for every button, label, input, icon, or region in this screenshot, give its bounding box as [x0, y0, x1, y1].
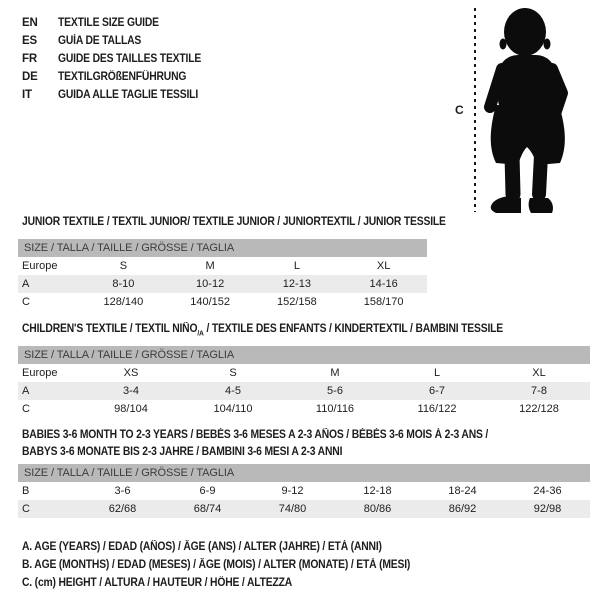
- table-cell: 8-10: [112, 278, 135, 290]
- table-cell: XL: [376, 260, 391, 272]
- table-cell: 152/158: [276, 296, 317, 308]
- table-cell: 6-7: [429, 385, 445, 397]
- note-age-months: B. AGE (MONTHS) / EDAD (MESES) / ÂGE (MOIS) / ALTER (MONATE) / ETÀ (MESI): [22, 559, 411, 571]
- table-cell: 74/80: [278, 503, 307, 515]
- height-measure-dashed-line: [474, 8, 476, 212]
- table-cell: S: [229, 367, 237, 379]
- language-row: [22, 50, 217, 68]
- babies-title-line2: BABYS 3-6 MONATE BIS 2-3 JAHRE / BAMBINI 3-6 MESI A 2-3 ANNI: [22, 446, 343, 458]
- table-row: [18, 364, 590, 382]
- table-cell: 122/128: [519, 403, 559, 415]
- toddler-silhouette-image: [482, 5, 592, 222]
- table-cell: 12-18: [363, 485, 392, 497]
- table-cell: 4-5: [225, 385, 241, 397]
- table-cell: 10-12: [196, 278, 225, 290]
- table-cell: L: [433, 367, 441, 379]
- table-cell: 7-8: [531, 385, 547, 397]
- table-cell: S: [119, 260, 128, 272]
- junior-size-table: [18, 239, 427, 311]
- size-header-bar: SIZE / TALLA / TAILLE / GRÖSSE / TAGLIA: [18, 464, 590, 482]
- junior-section-title: JUNIOR TEXTILE / TEXTIL JUNIOR/ TEXTILE JUNIOR / JUNIORTEXTIL / JUNIOR TESSILE: [22, 216, 446, 228]
- note-age-years: A. AGE (YEARS) / EDAD (AÑOS) / ÂGE (ANS) / ALTER (JAHRE) / ETÀ (ANNI): [22, 541, 382, 553]
- language-code: EN: [22, 17, 38, 29]
- guide-title: TEXTILE SIZE GUIDE: [58, 17, 159, 29]
- table-cell: 6-9: [199, 485, 216, 497]
- row-label: A: [22, 278, 30, 290]
- table-cell: 80/86: [363, 503, 392, 515]
- language-code: ES: [22, 35, 37, 47]
- table-row: [18, 257, 427, 275]
- table-cell: 158/170: [363, 296, 404, 308]
- table-cell: 98/104: [114, 403, 148, 415]
- guide-title: GUÍA DE TALLAS: [58, 35, 142, 47]
- note-height-cm: C. (cm) HEIGHT / ALTURA / HAUTEUR / HÖHE / ALTEZZA: [22, 577, 293, 589]
- table-row: [18, 382, 590, 400]
- table-cell: 104/110: [213, 403, 253, 415]
- language-row: [22, 86, 217, 104]
- table-row: [18, 400, 590, 418]
- row-label: C: [22, 296, 30, 308]
- toddler-silhouette-svg: [482, 5, 592, 217]
- title-subscript: /A: [197, 328, 204, 338]
- table-cell: 3-4: [123, 385, 139, 397]
- language-row: [22, 14, 217, 32]
- table-row: [18, 500, 590, 518]
- row-label: A: [22, 385, 30, 397]
- table-cell: 128/140: [103, 296, 144, 308]
- table-cell: 3-6: [114, 485, 131, 497]
- table-cell: 86/92: [448, 503, 477, 515]
- row-label: Europe: [22, 367, 58, 379]
- language-code: IT: [22, 89, 32, 101]
- row-label: B: [22, 485, 30, 497]
- table-cell: M: [205, 260, 215, 272]
- size-header-bar: SIZE / TALLA / TAILLE / GRÖSSE / TAGLIA: [18, 239, 427, 257]
- language-row: [22, 32, 217, 50]
- table-cell: 14-16: [369, 278, 398, 290]
- table-cell: 110/116: [315, 403, 355, 415]
- table-cell: 18-24: [448, 485, 477, 497]
- table-cell: 5-6: [327, 385, 343, 397]
- babies-section-title: [22, 427, 488, 461]
- babies-title-line1: BABIES 3-6 MONTH TO 2-3 YEARS / BEBÉS 3-6 MESES A 2-3 AÑOS / BÉBÉS 3-6 MOIS À 2-3 ANS /: [22, 429, 489, 441]
- legend-notes: [22, 538, 453, 592]
- language-title-list: [22, 14, 217, 104]
- title-text: CHILDREN'S TEXTILE / TEXTIL NIÑO: [22, 323, 198, 335]
- table-row: [18, 482, 590, 500]
- table-cell: L: [293, 260, 300, 272]
- table-cell: 62/68: [108, 503, 137, 515]
- language-row: [22, 68, 217, 86]
- guide-title: TEXTILGRÖßENFÜHRUNG: [58, 71, 187, 83]
- guide-title: GUIDE DES TAILLES TEXTILE: [58, 53, 202, 65]
- table-row: [18, 293, 427, 311]
- table-cell: 116/122: [417, 403, 457, 415]
- title-text: / TEXTILE DES ENFANTS / KINDERTEXTIL / BAMBINI TESSILE: [203, 323, 504, 335]
- table-cell: XL: [532, 367, 546, 379]
- height-measure-label: C: [455, 103, 464, 117]
- table-cell: 12-13: [282, 278, 311, 290]
- babies-size-table: [18, 464, 590, 518]
- language-code: FR: [22, 53, 37, 65]
- table-cell: 68/74: [193, 503, 222, 515]
- size-header-bar: SIZE / TALLA / TAILLE / GRÖSSE / TAGLIA: [18, 346, 590, 364]
- table-cell: 92/98: [533, 503, 562, 515]
- row-label: C: [22, 503, 30, 515]
- table-cell: M: [330, 367, 340, 379]
- table-cell: 140/152: [190, 296, 230, 308]
- row-label: C: [22, 403, 30, 415]
- table-row: [18, 275, 427, 293]
- guide-title: GUIDA ALLE TAGLIE TESSILI: [58, 89, 199, 101]
- table-cell: XS: [123, 367, 139, 379]
- table-cell: 24-36: [533, 485, 562, 497]
- children-section-title: [22, 321, 503, 341]
- row-label: Europe: [22, 260, 58, 272]
- children-size-table: [18, 346, 590, 418]
- language-code: DE: [22, 71, 38, 83]
- table-cell: 9-12: [281, 485, 304, 497]
